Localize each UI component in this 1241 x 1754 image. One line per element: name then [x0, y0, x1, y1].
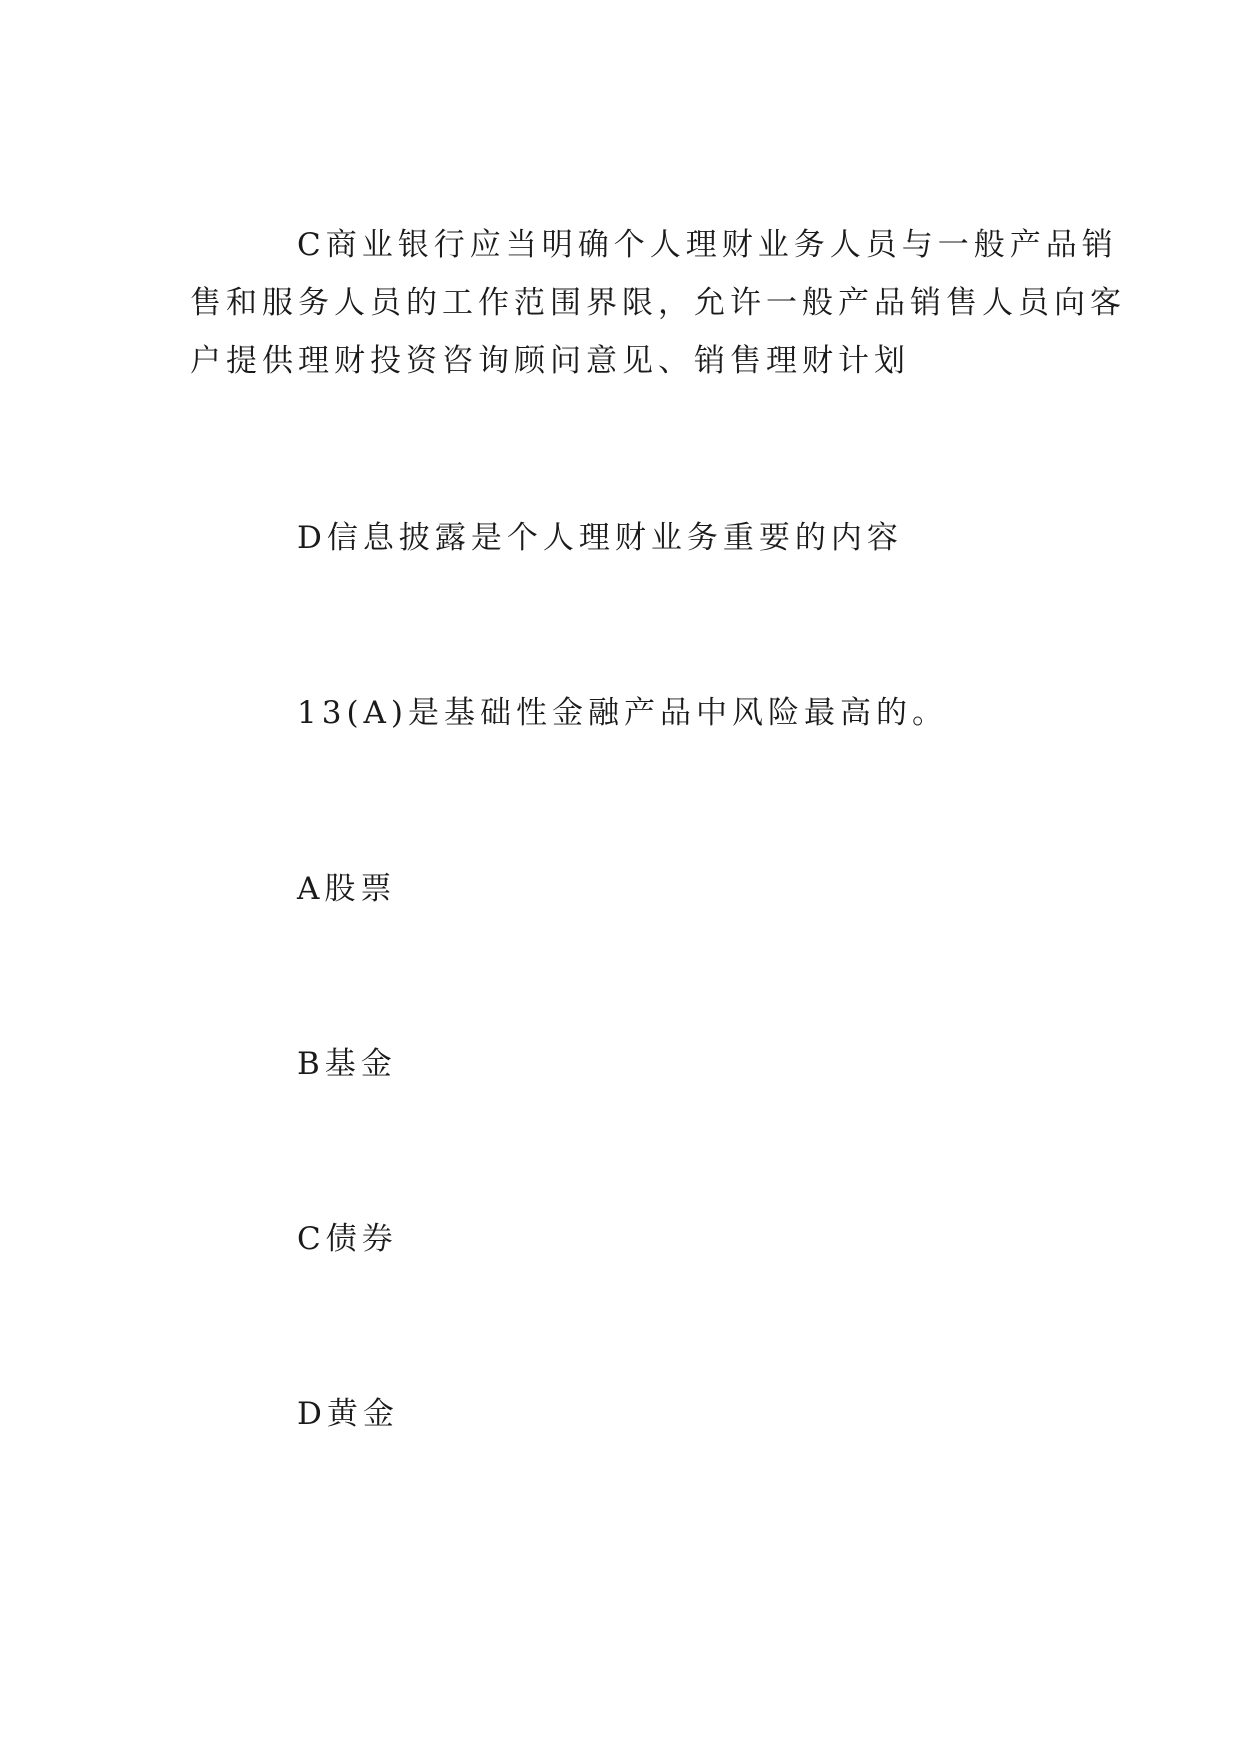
- question-13-option-b: B基金: [297, 1046, 397, 1082]
- question-13-option-a: A股票: [297, 871, 397, 907]
- option-c-text-line-3: 户提供理财投资咨询顾问意见、销售理财计划: [190, 343, 910, 379]
- question-13-option-d: D黄金: [297, 1396, 399, 1432]
- option-d-text: D信息披露是个人理财业务重要的内容: [297, 520, 903, 556]
- question-13-stem: 13(A)是基础性金融产品中风险最高的。: [297, 695, 949, 731]
- option-c-text-line-2: 售和服务人员的工作范围界限，允许一般产品销售人员向客: [190, 285, 1126, 321]
- question-13-option-c: C债券: [297, 1221, 398, 1257]
- option-c-text-line-1: C商业银行应当明确个人理财业务人员与一般产品销: [297, 227, 1118, 263]
